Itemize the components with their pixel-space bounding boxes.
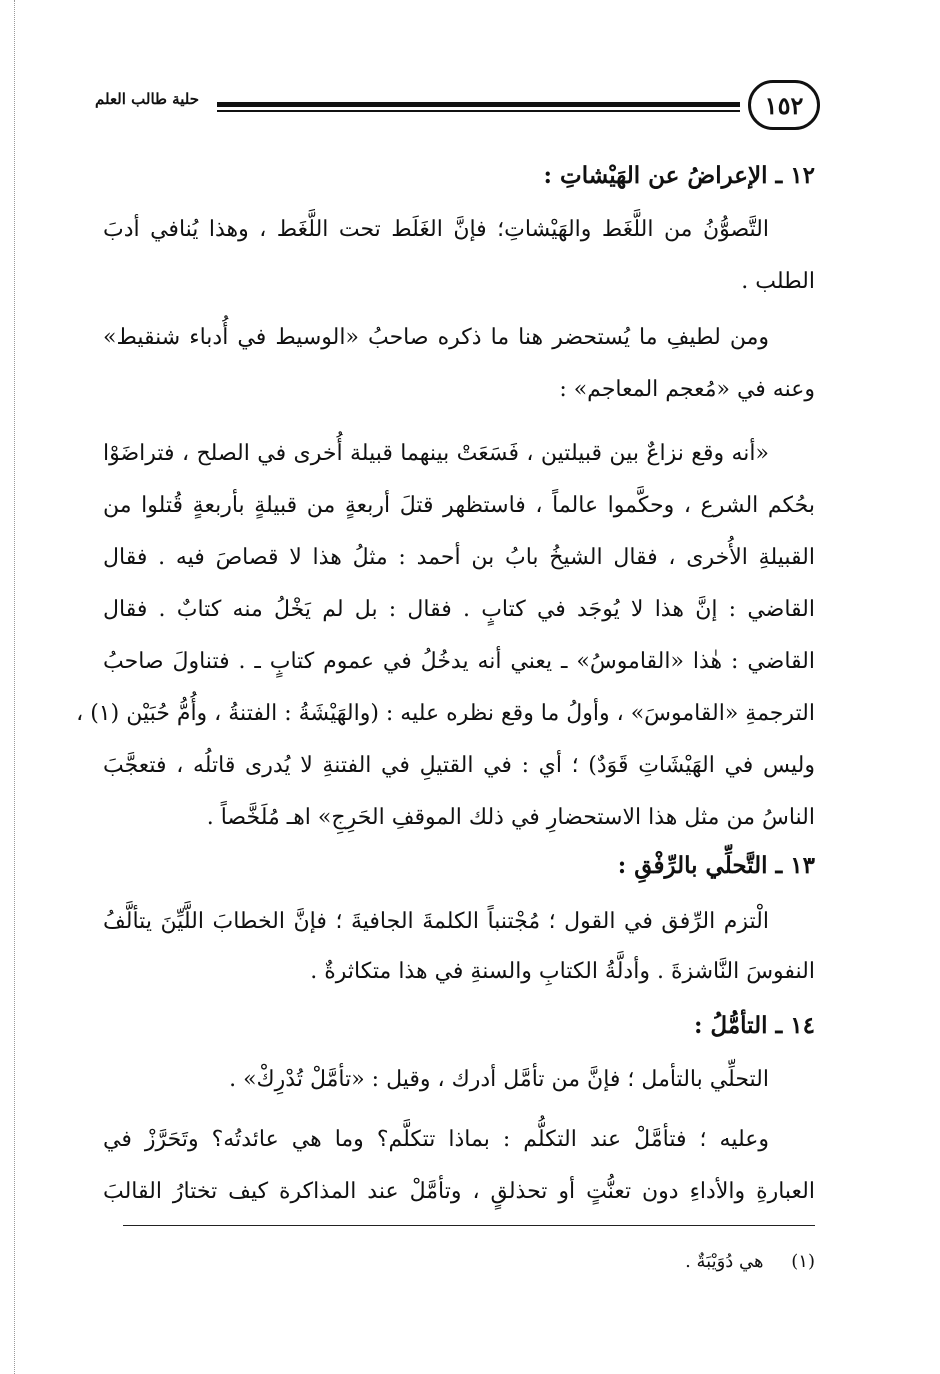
text-line: وليس في الهَيْشَاتِ قَوَدٌ) ؛ أي : في القتيلِ في الفتنةِ لا يُدرى قاتلُه ، فتعجَّبَ (103, 753, 815, 778)
text-line: النفوسَ النَّاشزةَ . وأدلَّةُ الكتابِ والسنةِ في هذا متكاثرةٌ . (310, 959, 815, 984)
footnote-separator (123, 1225, 815, 1226)
section-heading: ١٢ ـ الإعراضُ عن الهَيْشاتِ : (543, 162, 815, 189)
text-line: «أنه وقع نزاعٌ بين قبيلتين ، فَسَعَتْ بينهما قبيلة أُخرى في الصلح ، فتراضَوْا (103, 441, 769, 466)
text-line: وعليه ؛ فتأمَّلْ عند التكلُّم : بماذا تتكلَّم؟ وما هي عائدتُه؟ وتَحَرَّزْ في (103, 1127, 769, 1152)
footnote (123, 1248, 815, 1276)
text-line: التَّصوُّنُ من اللَّغَط والهَيْشاتِ؛ فإنَّ الغَلَط تحت اللَّغَط ، وهذا يُنافي أدبَ (103, 217, 769, 242)
page-number-badge: ١٥٢ (748, 80, 820, 130)
text-line: الترجمةِ «القاموسَ» ، وأولُ ما وقع نظره عليه : (والهَيْشَةُ : الفتنةُ ، وأُمُّ حُبَيْن (١) ، (76, 701, 815, 726)
section-heading: ١٤ ـ التأمُّلُ : (693, 1012, 815, 1039)
section-heading: ١٣ ـ التَّحلِّي بالرِّفْقِ : (617, 852, 815, 879)
footnote-marker: (١) (791, 1251, 815, 1272)
text-line: وعنه في «مُعجم المعاجم» : (559, 377, 815, 402)
text-line: العبارةِ والأداءِ دون تعنُّتٍ أو تحذلقٍ ، وتأمَّلْ عند المذاكرة كيف تختارُ القالبَ (103, 1179, 815, 1204)
scan-edge-dots (14, 0, 16, 1374)
text-line: القاضي : هٰذا «القاموسُ» ـ يعني أنه يدخُلُ في عموم كتابٍ ـ . فتناولَ صاحبُ (103, 649, 815, 674)
text-line: القاضي : إنَّ هذا لا يُوجَد في كتابٍ . فقال : بل لم يَخْلُ منه كتابٌ . فقال (103, 597, 815, 622)
footnote-text: هي دُوَيْبَةٌ . (685, 1251, 764, 1272)
text-line: التحلِّي بالتأمل ؛ فإنَّ من تأمَّل أدرك ، وقيل : «تأمَّلْ تُدْرِكْ» . (229, 1067, 769, 1092)
text-line: الناسُ من مثل هذا الاستحضارِ في ذلك الموقفِ الحَرِجِ» اهـ مُلَخَّصاً . (206, 805, 815, 830)
text-line: الطلب . (741, 269, 815, 294)
text-line: القبيلةِ الأُخرى ، فقال الشيخُ بابُ بن أحمد : مثلُ هذا لا قصاصَ فيه . فقال (103, 545, 815, 570)
text-line: الْتزم الرِّفق في القول ؛ مُجْتنباً الكلمةَ الجافيةَ ؛ فإنَّ الخطابَ اللَّيِّنَ يتألَّفُ (103, 909, 769, 934)
text-line: ومن لطيفِ ما يُستحضر هنا ما ذكره صاحبُ «الوسيط في أُدباء شنقيط» (103, 325, 769, 350)
running-book-title: حلية طالب العلم (95, 90, 199, 108)
page-header (95, 80, 820, 138)
text-line: بحُكم الشرع ، وحكَّموا عالماً ، فاستظهر قتلَ أربعةٍ من قبيلةٍ بأربعةٍ قُتلوا من (103, 493, 815, 518)
header-rule (217, 102, 740, 112)
